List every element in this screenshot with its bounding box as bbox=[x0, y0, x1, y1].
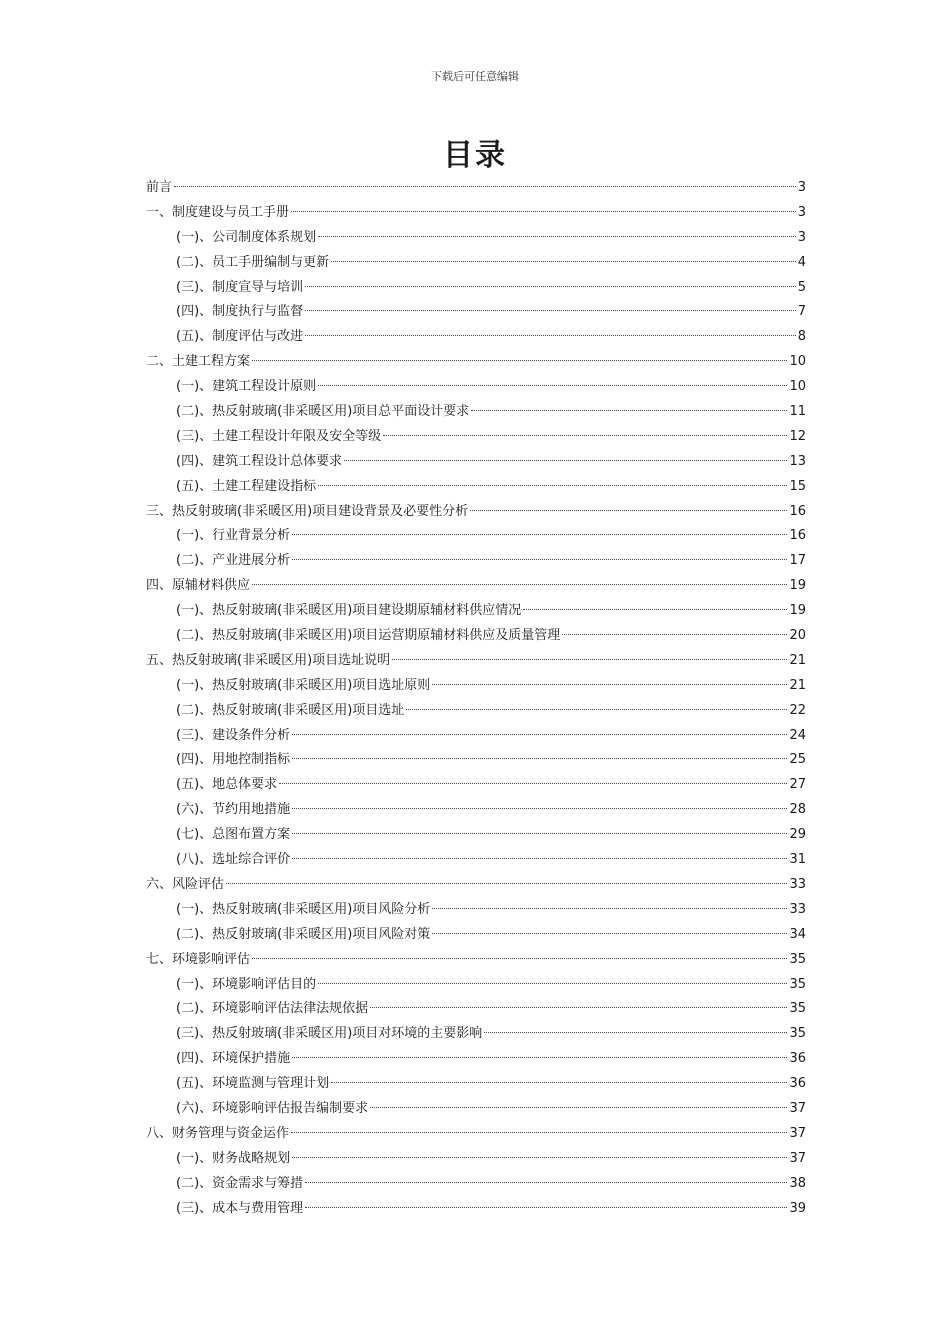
toc-leader-dots bbox=[370, 1106, 787, 1108]
toc-entry-label: (二)、热反射玻璃(非采暖区用)项目风险对策 bbox=[176, 926, 431, 942]
toc-entry[interactable] bbox=[146, 923, 806, 948]
toc-entry[interactable] bbox=[146, 1097, 806, 1122]
toc-entry-page-number: 33 bbox=[789, 901, 806, 917]
toc-leader-dots bbox=[226, 882, 787, 884]
toc-leader-dots bbox=[292, 1156, 787, 1158]
toc-leader-dots bbox=[291, 1131, 787, 1133]
toc-leader-dots bbox=[292, 832, 787, 834]
toc-entry-page-number: 34 bbox=[789, 926, 806, 942]
toc-leader-dots bbox=[318, 384, 787, 386]
toc-entry-page-number: 17 bbox=[789, 553, 806, 569]
toc-leader-dots bbox=[331, 260, 796, 262]
toc-entry-page-number: 5 bbox=[797, 279, 806, 295]
toc-entry-page-number: 11 bbox=[789, 404, 806, 420]
toc-entry[interactable] bbox=[146, 997, 806, 1022]
toc-entry[interactable] bbox=[146, 1072, 806, 1097]
toc-leader-dots bbox=[305, 1181, 787, 1183]
toc-entry-label: (六)、节约用地措施 bbox=[176, 802, 291, 818]
toc-entry-label: (六)、环境影响评估报告编制要求 bbox=[176, 1100, 369, 1116]
toc-leader-dots bbox=[292, 807, 787, 809]
toc-entry-label: 五、热反射玻璃(非采暖区用)项目选址说明 bbox=[146, 652, 391, 668]
toc-leader-dots bbox=[331, 1081, 787, 1083]
toc-entry-label: (三)、土建工程设计年限及安全等级 bbox=[176, 428, 382, 444]
toc-leader-dots bbox=[432, 907, 787, 909]
toc-entry-page-number: 10 bbox=[789, 379, 806, 395]
toc-entry-page-number: 37 bbox=[789, 1150, 806, 1166]
toc-entry-page-number: 3 bbox=[797, 229, 806, 245]
toc-entry-page-number: 28 bbox=[789, 802, 806, 818]
toc-leader-dots bbox=[292, 1056, 787, 1058]
toc-leader-dots bbox=[432, 932, 787, 934]
toc-leader-dots bbox=[305, 309, 796, 311]
toc-entry-page-number: 37 bbox=[789, 1125, 806, 1141]
toc-entry[interactable] bbox=[146, 350, 806, 375]
toc-entry-page-number: 35 bbox=[789, 1026, 806, 1042]
toc-entry-page-number: 21 bbox=[789, 652, 806, 668]
toc-leader-dots bbox=[252, 583, 787, 585]
toc-entry-page-number: 15 bbox=[789, 478, 806, 494]
toc-entry-page-number: 36 bbox=[789, 1076, 806, 1092]
toc-leader-dots bbox=[470, 509, 787, 511]
toc-entry[interactable] bbox=[146, 699, 806, 724]
toc-leader-dots bbox=[562, 633, 787, 635]
toc-entry-label: 前言 bbox=[146, 180, 173, 195]
toc-entry-label: (一)、公司制度体系规划 bbox=[176, 229, 317, 245]
toc-entry[interactable] bbox=[146, 724, 806, 749]
toc-entry-page-number: 19 bbox=[789, 603, 806, 619]
toc-leader-dots bbox=[318, 982, 787, 984]
toc-entry-page-number: 7 bbox=[797, 304, 806, 320]
toc-leader-dots bbox=[432, 683, 787, 685]
toc-leader-dots bbox=[484, 1031, 787, 1033]
toc-leader-dots bbox=[292, 733, 787, 735]
toc-entry-label: (二)、资金需求与筹措 bbox=[176, 1175, 304, 1191]
page-title: 目录 bbox=[443, 138, 507, 173]
toc-entry-page-number: 12 bbox=[789, 428, 806, 444]
toc-entry[interactable] bbox=[146, 500, 806, 525]
toc-entry-label: (一)、热反射玻璃(非采暖区用)项目建设期原辅材料供应情况 bbox=[176, 603, 522, 619]
toc-entry-page-number: 35 bbox=[789, 951, 806, 967]
page-header-note: 下载后可任意编辑 bbox=[431, 70, 519, 83]
toc-leader-dots bbox=[370, 1006, 787, 1008]
toc-entry-label: (一)、财务战略规划 bbox=[176, 1150, 291, 1166]
toc-entry-label: (二)、员工手册编制与更新 bbox=[176, 254, 330, 270]
toc-entry-label: (一)、环境影响评估目的 bbox=[176, 976, 317, 992]
toc-entry[interactable] bbox=[146, 549, 806, 574]
toc-entry-label: 一、制度建设与员工手册 bbox=[146, 204, 290, 220]
toc-entry[interactable] bbox=[146, 649, 806, 674]
toc-entry-label: (二)、热反射玻璃(非采暖区用)项目选址 bbox=[176, 702, 405, 718]
toc-entry[interactable] bbox=[146, 1047, 806, 1072]
toc-entry[interactable] bbox=[146, 973, 806, 998]
toc-entry-label: 八、财务管理与资金运作 bbox=[146, 1125, 290, 1141]
toc-entry[interactable] bbox=[146, 400, 806, 425]
toc-entry[interactable] bbox=[146, 251, 806, 276]
toc-entry-page-number: 8 bbox=[797, 329, 806, 345]
toc-entry-label: 四、原辅材料供应 bbox=[146, 578, 251, 594]
toc-entry-page-number: 36 bbox=[789, 1051, 806, 1067]
toc-entry-page-number: 19 bbox=[789, 578, 806, 594]
toc-entry-label: (四)、用地控制指标 bbox=[176, 752, 291, 768]
toc-leader-dots bbox=[252, 957, 787, 959]
toc-entry[interactable] bbox=[146, 300, 806, 325]
toc-entry[interactable] bbox=[146, 226, 806, 251]
toc-entry[interactable] bbox=[146, 873, 806, 898]
toc-entry-page-number: 29 bbox=[789, 827, 806, 843]
toc-entry-page-number: 39 bbox=[789, 1200, 806, 1216]
toc-entry-label: (三)、成本与费用管理 bbox=[176, 1200, 304, 1216]
toc-entry[interactable] bbox=[146, 898, 806, 923]
toc-leader-dots bbox=[291, 210, 796, 212]
toc-leader-dots bbox=[471, 409, 787, 411]
toc-entry-page-number: 21 bbox=[789, 677, 806, 693]
toc-entry-page-number: 24 bbox=[789, 727, 806, 743]
toc-entry-label: 二、土建工程方案 bbox=[146, 354, 251, 370]
toc-entry[interactable] bbox=[146, 674, 806, 699]
toc-entry[interactable] bbox=[146, 325, 806, 350]
toc-entry-label: (五)、制度评估与改进 bbox=[176, 329, 304, 345]
toc-entry[interactable] bbox=[146, 748, 806, 773]
toc-leader-dots bbox=[292, 857, 787, 859]
toc-entry[interactable] bbox=[146, 450, 806, 475]
toc-leader-dots bbox=[292, 558, 787, 560]
toc-entry[interactable] bbox=[146, 176, 806, 201]
toc-entry-label: (二)、热反射玻璃(非采暖区用)项目总平面设计要求 bbox=[176, 404, 470, 420]
toc-entry[interactable] bbox=[146, 1197, 806, 1222]
toc-entry-label: (四)、建筑工程设计总体要求 bbox=[176, 453, 343, 469]
toc-entry-page-number: 27 bbox=[789, 777, 806, 793]
toc-entry-page-number: 4 bbox=[797, 254, 806, 270]
toc-entry-label: (二)、产业进展分析 bbox=[176, 553, 291, 569]
toc-entry-page-number: 38 bbox=[789, 1175, 806, 1191]
toc-entry-label: (五)、土建工程建设指标 bbox=[176, 478, 317, 494]
toc-leader-dots bbox=[174, 185, 796, 187]
toc-entry[interactable] bbox=[146, 201, 806, 226]
toc-entry-page-number: 35 bbox=[789, 1001, 806, 1017]
toc-entry[interactable] bbox=[146, 375, 806, 400]
toc-leader-dots bbox=[279, 782, 787, 784]
toc-leader-dots bbox=[305, 334, 796, 336]
toc-entry[interactable] bbox=[146, 1122, 806, 1147]
toc-entry[interactable] bbox=[146, 773, 806, 798]
toc-entry-page-number: 20 bbox=[789, 628, 806, 644]
toc-entry-label: (四)、制度执行与监督 bbox=[176, 304, 304, 320]
toc-entry[interactable] bbox=[146, 1172, 806, 1197]
toc-leader-dots bbox=[344, 459, 787, 461]
toc-entry-label: (三)、制度宣导与培训 bbox=[176, 279, 304, 295]
toc-entry-page-number: 37 bbox=[789, 1100, 806, 1116]
toc-entry[interactable] bbox=[146, 599, 806, 624]
toc-entry[interactable] bbox=[146, 475, 806, 500]
toc-entry[interactable] bbox=[146, 1147, 806, 1172]
toc-entry-label: 三、热反射玻璃(非采暖区用)项目建设背景及必要性分析 bbox=[146, 503, 469, 519]
toc-entry-label: (一)、建筑工程设计原则 bbox=[176, 379, 317, 395]
toc-entry-page-number: 35 bbox=[789, 976, 806, 992]
toc-entry-page-number: 3 bbox=[797, 180, 806, 195]
toc-entry-label: (二)、环境影响评估法律法规依据 bbox=[176, 1001, 369, 1017]
toc-leader-dots bbox=[523, 608, 787, 610]
toc-entry-label: 六、风险评估 bbox=[146, 876, 225, 892]
table-of-contents bbox=[146, 176, 806, 1221]
toc-entry-label: (七)、总图布置方案 bbox=[176, 827, 291, 843]
toc-entry[interactable] bbox=[146, 823, 806, 848]
toc-entry-page-number: 25 bbox=[789, 752, 806, 768]
toc-entry[interactable] bbox=[146, 524, 806, 549]
toc-leader-dots bbox=[292, 533, 787, 535]
toc-entry[interactable] bbox=[146, 848, 806, 873]
toc-entry[interactable] bbox=[146, 574, 806, 599]
toc-entry[interactable] bbox=[146, 798, 806, 823]
toc-leader-dots bbox=[292, 757, 787, 759]
toc-entry-page-number: 16 bbox=[789, 528, 806, 544]
toc-entry-page-number: 33 bbox=[789, 876, 806, 892]
toc-leader-dots bbox=[305, 285, 796, 287]
toc-entry[interactable] bbox=[146, 948, 806, 973]
toc-entry-label: (八)、选址综合评价 bbox=[176, 852, 291, 868]
toc-entry-label: (五)、环境监测与管理计划 bbox=[176, 1076, 330, 1092]
toc-entry[interactable] bbox=[146, 624, 806, 649]
toc-entry-label: (三)、热反射玻璃(非采暖区用)项目对环境的主要影响 bbox=[176, 1026, 483, 1042]
toc-entry-label: (一)、行业背景分析 bbox=[176, 528, 291, 544]
toc-entry-label: (三)、建设条件分析 bbox=[176, 727, 291, 743]
toc-leader-dots bbox=[406, 708, 787, 710]
toc-entry-label: (四)、环境保护措施 bbox=[176, 1051, 291, 1067]
toc-leader-dots bbox=[318, 484, 787, 486]
toc-entry-label: 七、环境影响评估 bbox=[146, 951, 251, 967]
toc-entry-label: (五)、地总体要求 bbox=[176, 777, 278, 793]
toc-entry[interactable] bbox=[146, 276, 806, 301]
toc-entry-page-number: 16 bbox=[789, 503, 806, 519]
toc-entry-page-number: 3 bbox=[797, 204, 806, 220]
toc-entry-label: (二)、热反射玻璃(非采暖区用)项目运营期原辅材料供应及质量管理 bbox=[176, 628, 561, 644]
toc-entry-page-number: 10 bbox=[789, 354, 806, 370]
toc-entry-page-number: 31 bbox=[789, 852, 806, 868]
toc-leader-dots bbox=[252, 359, 787, 361]
toc-entry-page-number: 22 bbox=[789, 702, 806, 718]
toc-entry-label: (一)、热反射玻璃(非采暖区用)项目风险分析 bbox=[176, 901, 431, 917]
toc-entry-label: (一)、热反射玻璃(非采暖区用)项目选址原则 bbox=[176, 677, 431, 693]
toc-leader-dots bbox=[383, 434, 787, 436]
toc-entry[interactable] bbox=[146, 1022, 806, 1047]
toc-leader-dots bbox=[318, 235, 796, 237]
toc-entry[interactable] bbox=[146, 425, 806, 450]
toc-entry-page-number: 13 bbox=[789, 453, 806, 469]
toc-leader-dots bbox=[392, 658, 787, 660]
toc-leader-dots bbox=[305, 1206, 787, 1208]
